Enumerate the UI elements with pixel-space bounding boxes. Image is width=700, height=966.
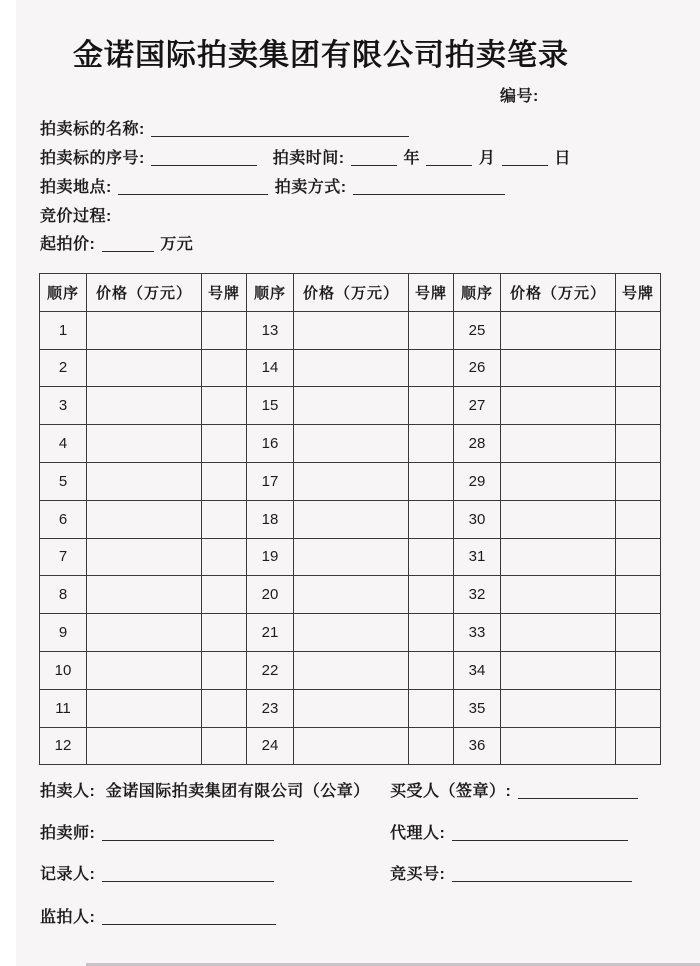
location-label: 拍卖地点: bbox=[40, 179, 112, 196]
starting-price-row bbox=[40, 231, 193, 253]
plate-cell-empty bbox=[409, 500, 454, 538]
plate-cell-empty bbox=[202, 651, 247, 689]
month-blank bbox=[426, 150, 472, 166]
order-cell: 28 bbox=[454, 425, 501, 463]
table-row bbox=[40, 500, 661, 538]
plate-cell-empty bbox=[409, 425, 454, 463]
plate-cell-empty bbox=[616, 462, 661, 500]
agent-blank bbox=[452, 825, 628, 841]
order-cell: 36 bbox=[454, 727, 501, 765]
order-cell: 33 bbox=[454, 614, 501, 652]
table-row bbox=[40, 387, 661, 425]
order-cell: 6 bbox=[40, 500, 87, 538]
recorder-row bbox=[40, 861, 680, 885]
subject-serial-blank bbox=[151, 150, 257, 166]
plate-cell-empty bbox=[616, 387, 661, 425]
price-cell-empty bbox=[294, 651, 409, 689]
order-cell: 24 bbox=[247, 727, 294, 765]
price-cell-empty bbox=[294, 538, 409, 576]
plate-cell-empty bbox=[409, 689, 454, 727]
order-cell: 16 bbox=[247, 425, 294, 463]
price-cell-empty bbox=[87, 425, 202, 463]
price-cell-empty bbox=[87, 500, 202, 538]
price-cell-empty bbox=[294, 425, 409, 463]
order-cell: 25 bbox=[454, 311, 501, 349]
plate-cell-empty bbox=[616, 614, 661, 652]
month-label: 月 bbox=[478, 150, 496, 167]
plate-cell-empty bbox=[202, 425, 247, 463]
price-unit-label: 万元 bbox=[160, 236, 194, 253]
auction-master-row bbox=[40, 820, 680, 844]
agent-label: 代理人: bbox=[390, 825, 446, 842]
buyer-label: 买受人（签章）: bbox=[390, 783, 512, 800]
order-cell: 5 bbox=[40, 462, 87, 500]
table-row bbox=[40, 462, 661, 500]
plate-cell-empty bbox=[409, 311, 454, 349]
order-header: 顺序 bbox=[247, 274, 294, 312]
plate-cell-empty bbox=[409, 651, 454, 689]
plate-cell-empty bbox=[202, 538, 247, 576]
order-cell: 12 bbox=[40, 727, 87, 765]
price-cell-empty bbox=[501, 689, 616, 727]
bidder-number-blank bbox=[452, 866, 632, 882]
table-row bbox=[40, 538, 661, 576]
price-cell-empty bbox=[501, 614, 616, 652]
plate-cell-empty bbox=[616, 576, 661, 614]
plate-cell-empty bbox=[616, 311, 661, 349]
price-cell-empty bbox=[87, 689, 202, 727]
plate-cell-empty bbox=[616, 349, 661, 387]
starting-price-label: 起拍价: bbox=[40, 236, 96, 253]
supervisor-label: 监拍人: bbox=[40, 909, 96, 926]
price-cell-empty bbox=[87, 349, 202, 387]
price-header: 价格（万元） bbox=[294, 274, 409, 312]
plate-cell-empty bbox=[202, 500, 247, 538]
plate-header: 号牌 bbox=[616, 274, 661, 312]
plate-cell-empty bbox=[409, 349, 454, 387]
table-row bbox=[40, 349, 661, 387]
subject-name-label: 拍卖标的名称: bbox=[40, 121, 145, 138]
plate-cell-empty bbox=[616, 425, 661, 463]
order-header: 顺序 bbox=[454, 274, 501, 312]
order-cell: 19 bbox=[247, 538, 294, 576]
order-cell: 35 bbox=[454, 689, 501, 727]
order-cell: 23 bbox=[247, 689, 294, 727]
bidding-process-row bbox=[40, 203, 112, 225]
order-cell: 22 bbox=[247, 651, 294, 689]
auction-master-label: 拍卖师: bbox=[40, 825, 96, 842]
method-blank bbox=[353, 179, 505, 195]
plate-cell-empty bbox=[409, 462, 454, 500]
price-cell-empty bbox=[501, 727, 616, 765]
price-cell-empty bbox=[501, 500, 616, 538]
plate-cell-empty bbox=[202, 349, 247, 387]
price-cell-empty bbox=[294, 500, 409, 538]
price-cell-empty bbox=[87, 576, 202, 614]
table-header-row bbox=[40, 274, 661, 312]
plate-header: 号牌 bbox=[202, 274, 247, 312]
price-cell-empty bbox=[294, 462, 409, 500]
document-number-row bbox=[500, 83, 539, 106]
order-cell: 3 bbox=[40, 387, 87, 425]
plate-cell-empty bbox=[409, 614, 454, 652]
auction-master-blank bbox=[102, 825, 274, 841]
price-cell-empty bbox=[87, 538, 202, 576]
bidder-number-label: 竞买号: bbox=[390, 866, 446, 883]
order-cell: 15 bbox=[247, 387, 294, 425]
table-row bbox=[40, 576, 661, 614]
buyer-blank bbox=[518, 783, 638, 799]
order-cell: 21 bbox=[247, 614, 294, 652]
plate-cell-empty bbox=[202, 462, 247, 500]
price-cell-empty bbox=[501, 311, 616, 349]
order-cell: 18 bbox=[247, 500, 294, 538]
auctioneer-label: 拍卖人: bbox=[40, 783, 96, 800]
auctioneer-value: 金诺国际拍卖集团有限公司（公章） bbox=[105, 783, 370, 800]
bidding-process-label: 竞价过程: bbox=[40, 208, 112, 225]
plate-cell-empty bbox=[616, 651, 661, 689]
auction-time-label: 拍卖时间: bbox=[272, 150, 345, 167]
order-cell: 29 bbox=[454, 462, 501, 500]
price-cell-empty bbox=[294, 387, 409, 425]
recorder-label: 记录人: bbox=[40, 866, 96, 883]
subject-name-blank bbox=[151, 121, 409, 137]
subject-serial-label: 拍卖标的序号: bbox=[40, 150, 145, 167]
day-blank bbox=[502, 150, 548, 166]
price-cell-empty bbox=[87, 614, 202, 652]
plate-cell-empty bbox=[202, 614, 247, 652]
recorder-blank bbox=[102, 866, 274, 882]
order-cell: 26 bbox=[454, 349, 501, 387]
bid-record-table bbox=[39, 273, 661, 765]
plate-cell-empty bbox=[202, 727, 247, 765]
subject-name-row bbox=[40, 116, 411, 138]
price-cell-empty bbox=[87, 387, 202, 425]
order-cell: 34 bbox=[454, 651, 501, 689]
plate-cell-empty bbox=[409, 576, 454, 614]
price-cell-empty bbox=[501, 387, 616, 425]
order-cell: 2 bbox=[40, 349, 87, 387]
order-cell: 4 bbox=[40, 425, 87, 463]
price-cell-empty bbox=[501, 349, 616, 387]
table-row bbox=[40, 311, 661, 349]
price-cell-empty bbox=[294, 311, 409, 349]
year-blank bbox=[351, 150, 397, 166]
plate-cell-empty bbox=[202, 576, 247, 614]
plate-cell-empty bbox=[202, 311, 247, 349]
table-row bbox=[40, 727, 661, 765]
order-cell: 10 bbox=[40, 651, 87, 689]
plate-cell-empty bbox=[409, 727, 454, 765]
price-cell-empty bbox=[294, 727, 409, 765]
bidder-number-field bbox=[390, 861, 634, 884]
starting-price-blank bbox=[102, 236, 154, 252]
order-cell: 30 bbox=[454, 500, 501, 538]
order-cell: 7 bbox=[40, 538, 87, 576]
order-header: 顺序 bbox=[40, 274, 87, 312]
price-cell-empty bbox=[87, 462, 202, 500]
price-cell-empty bbox=[87, 727, 202, 765]
plate-cell-empty bbox=[409, 387, 454, 425]
price-cell-empty bbox=[501, 538, 616, 576]
price-header: 价格（万元） bbox=[87, 274, 202, 312]
price-cell-empty bbox=[501, 651, 616, 689]
order-cell: 17 bbox=[247, 462, 294, 500]
supervisor-blank bbox=[102, 909, 276, 925]
buyer-field bbox=[390, 778, 640, 801]
order-cell: 31 bbox=[454, 538, 501, 576]
table-row bbox=[40, 614, 661, 652]
plate-header: 号牌 bbox=[409, 274, 454, 312]
price-cell-empty bbox=[87, 311, 202, 349]
agent-field bbox=[390, 820, 630, 843]
plate-cell-empty bbox=[616, 538, 661, 576]
order-cell: 11 bbox=[40, 689, 87, 727]
table-row bbox=[40, 689, 661, 727]
plate-cell-empty bbox=[202, 689, 247, 727]
plate-cell-empty bbox=[616, 689, 661, 727]
page-title: 金诺国际拍卖集团有限公司拍卖笔录 bbox=[73, 39, 569, 72]
price-cell-empty bbox=[501, 576, 616, 614]
price-cell-empty bbox=[501, 425, 616, 463]
price-header: 价格（万元） bbox=[501, 274, 616, 312]
auction-table-body bbox=[40, 311, 661, 765]
auctioneer-row bbox=[40, 778, 680, 802]
number-label: 编号: bbox=[500, 88, 539, 105]
order-cell: 8 bbox=[40, 576, 87, 614]
table-row bbox=[40, 651, 661, 689]
price-cell-empty bbox=[294, 689, 409, 727]
location-blank bbox=[118, 179, 268, 195]
plate-cell-empty bbox=[616, 727, 661, 765]
order-cell: 27 bbox=[454, 387, 501, 425]
price-cell-empty bbox=[294, 576, 409, 614]
location-and-method-row bbox=[40, 174, 507, 196]
order-cell: 9 bbox=[40, 614, 87, 652]
scan-margin-left bbox=[0, 0, 16, 966]
price-cell-empty bbox=[501, 462, 616, 500]
order-cell: 1 bbox=[40, 311, 87, 349]
order-cell: 14 bbox=[247, 349, 294, 387]
supervisor-row bbox=[40, 904, 680, 928]
order-cell: 32 bbox=[454, 576, 501, 614]
table-row bbox=[40, 425, 661, 463]
price-cell-empty bbox=[294, 349, 409, 387]
plate-cell-empty bbox=[409, 538, 454, 576]
price-cell-empty bbox=[294, 614, 409, 652]
method-label: 拍卖方式: bbox=[274, 179, 347, 196]
day-label: 日 bbox=[554, 150, 571, 167]
serial-and-time-row bbox=[40, 145, 571, 167]
price-cell-empty bbox=[87, 651, 202, 689]
plate-cell-empty bbox=[202, 387, 247, 425]
year-label: 年 bbox=[403, 150, 421, 167]
plate-cell-empty bbox=[616, 500, 661, 538]
order-cell: 20 bbox=[247, 576, 294, 614]
order-cell: 13 bbox=[247, 311, 294, 349]
